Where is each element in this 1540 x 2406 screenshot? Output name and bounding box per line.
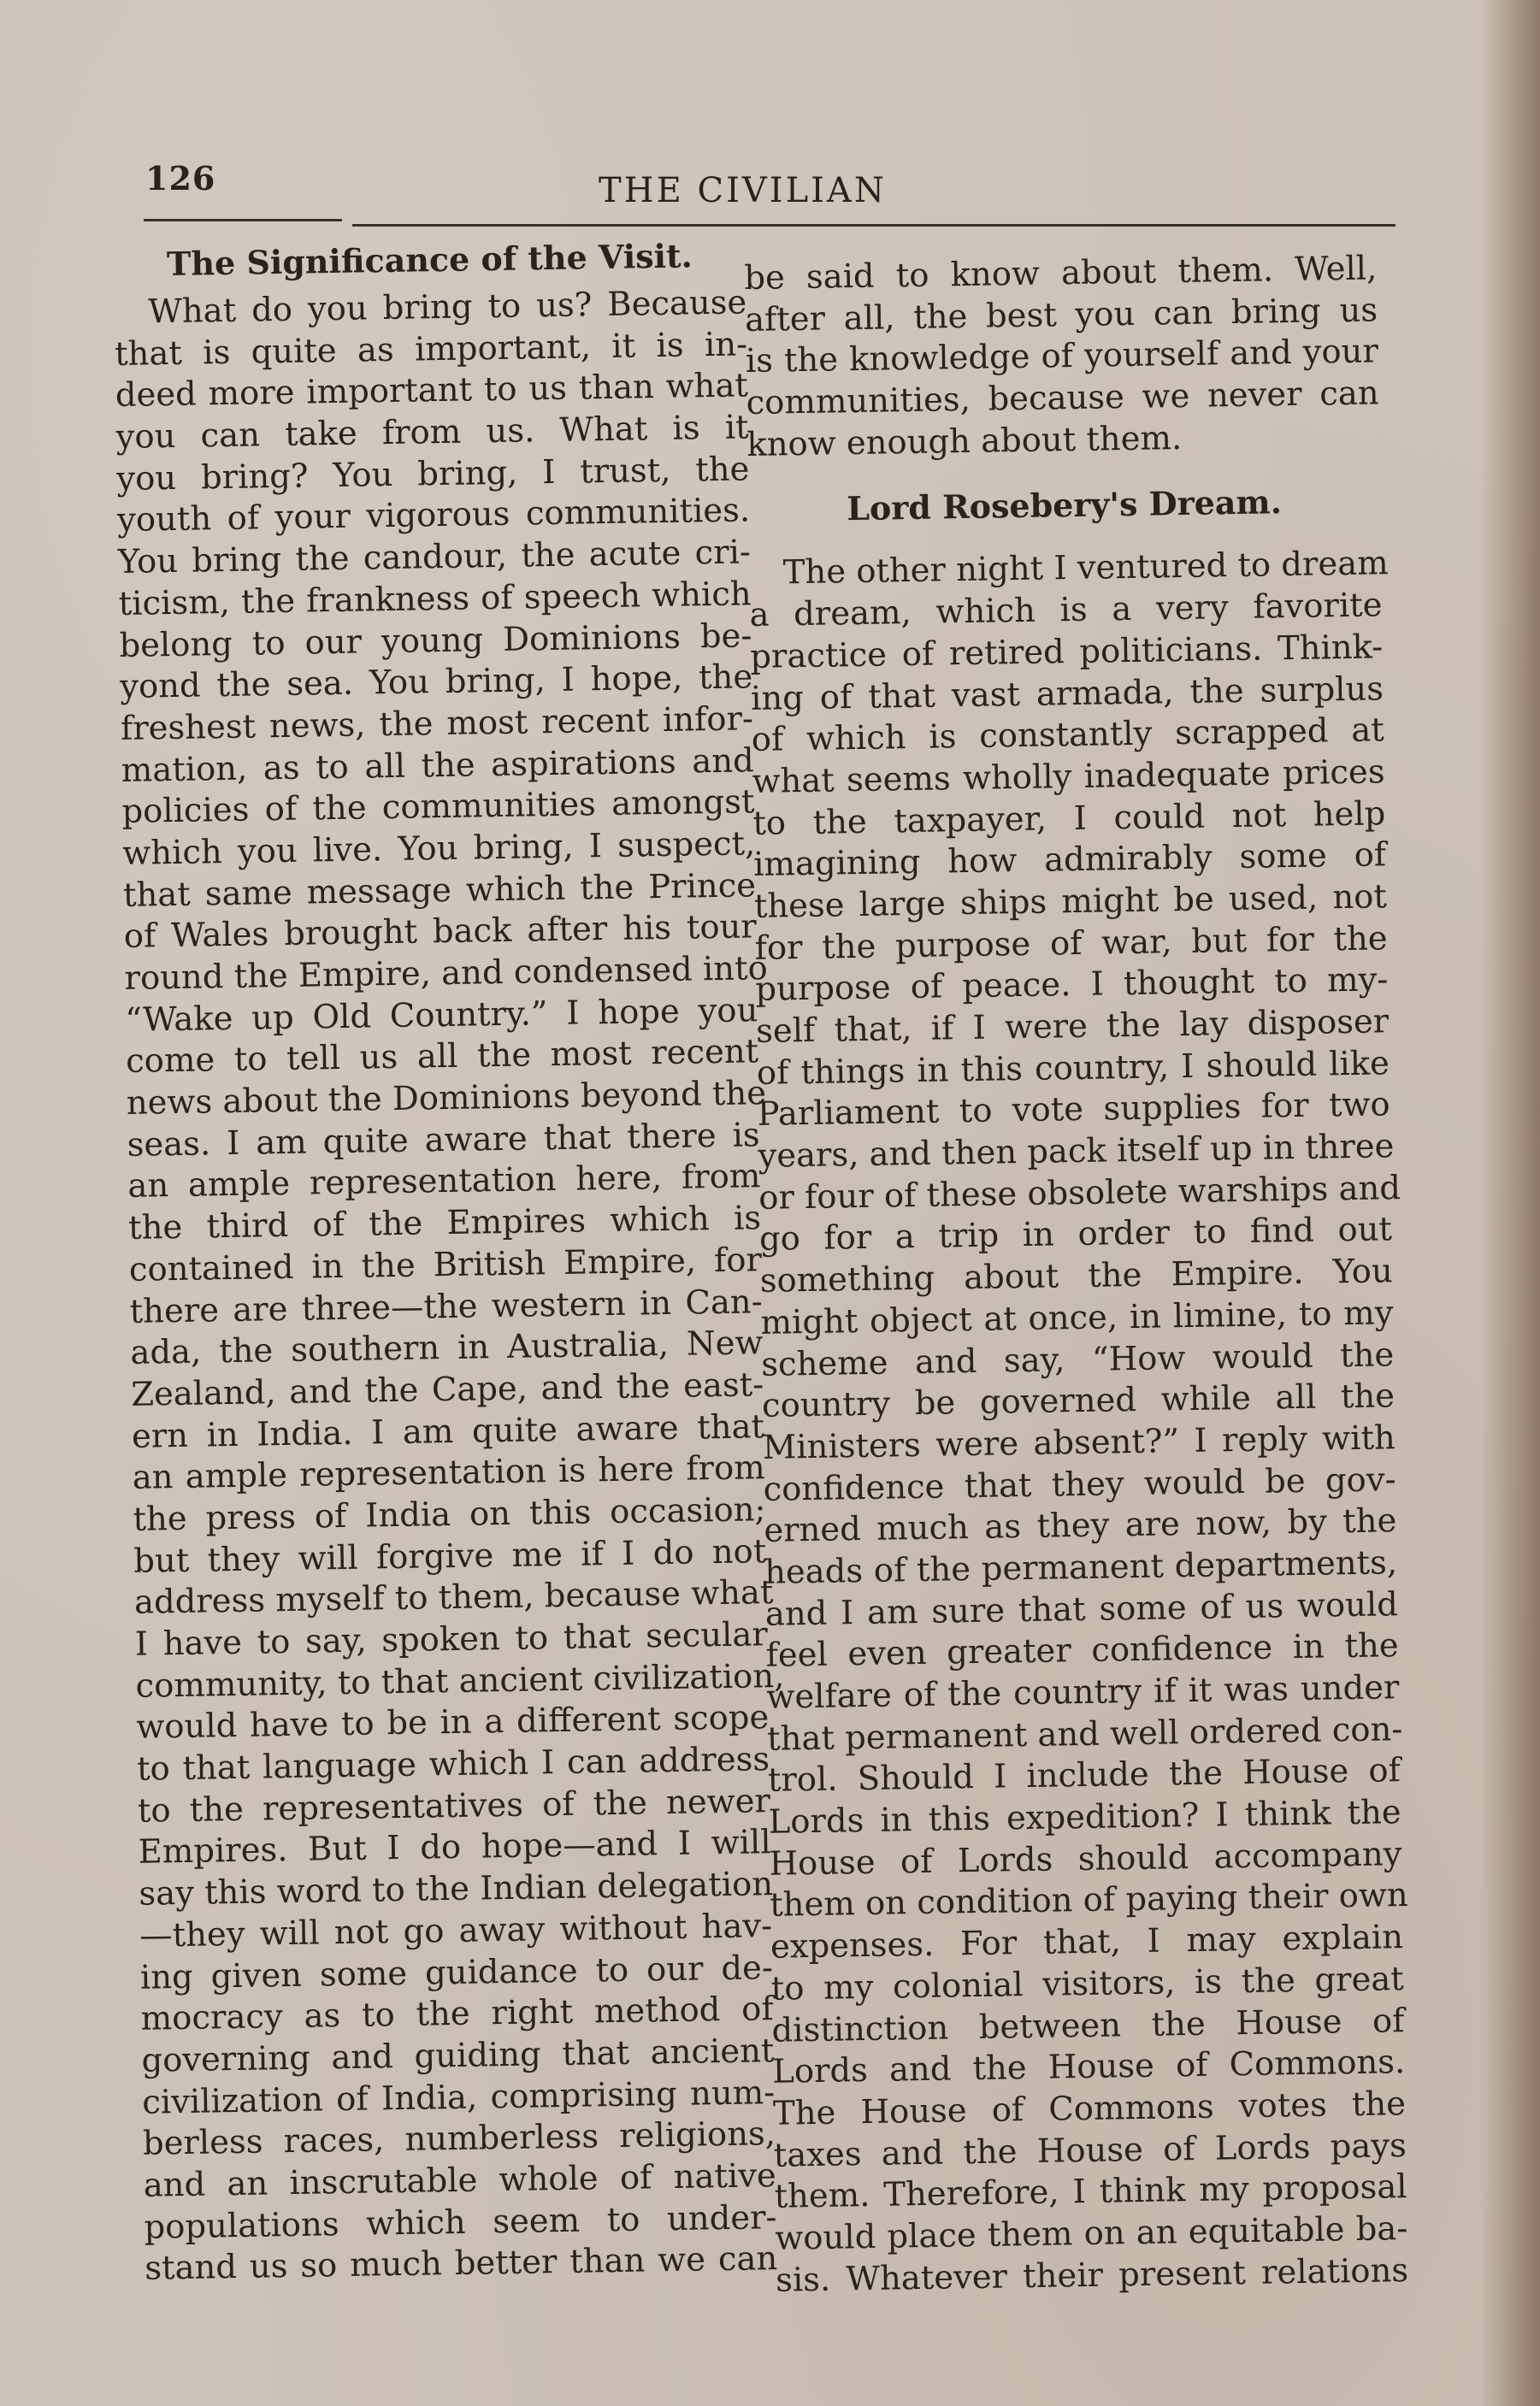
text-line: contained in the British Empire, for <box>128 1241 763 1289</box>
text-line: policies of the communities amongst <box>121 782 755 832</box>
section-heading-rosebery: Lord Rosebery's Dream. <box>846 482 1283 528</box>
text-line: or four of these obsolete warships and <box>758 1168 1401 1218</box>
text-line: practice of retired politicians. Think- <box>749 628 1384 676</box>
text-line: that permanent and well ordered con- <box>766 1709 1403 1759</box>
text-line: freshest news, the most recent infor- <box>120 699 754 748</box>
text-line: Empires. But I do hope—and I will <box>138 1823 771 1872</box>
text-line: say this word to the Indian delegation <box>139 1865 774 1914</box>
text-line: address myself to them, because what <box>133 1573 774 1623</box>
text-line: that is quite as important, it is in- <box>114 325 748 374</box>
text-line: of which is constantly scrapped at <box>751 711 1385 760</box>
text-line: I have to say, spoken to that secular <box>134 1615 769 1664</box>
text-line: distinction between the House of <box>771 2001 1405 2050</box>
text-line: would have to be in a different scope <box>136 1698 770 1748</box>
text-line: “Wake up Old Country.” I hope you <box>125 990 758 1040</box>
text-line: would place them on an equitable ba- <box>775 2209 1408 2258</box>
text-line: stand us so much better than we can <box>144 2239 778 2289</box>
text-line: taxes and the House of Lords pays <box>773 2126 1407 2175</box>
header-rule-right <box>352 224 1395 227</box>
text-line: these large ships might be used, not <box>753 877 1388 926</box>
text-line: scheme and say, “How would the <box>760 1335 1395 1384</box>
text-line: know enough about them. <box>746 418 1183 464</box>
left-column <box>113 227 785 2290</box>
text-line: what seems wholly inadequate prices <box>752 752 1385 801</box>
right-column-body <box>748 544 1408 2302</box>
text-line: Lords and the House of Commons. <box>771 2043 1406 2091</box>
text-line: ada, the southern in Australia, New <box>130 1324 764 1373</box>
text-line: the press of India on this occasion; <box>133 1490 766 1539</box>
right-column <box>744 248 1408 2302</box>
text-line: of Wales brought back after his tour <box>123 907 758 957</box>
text-line: you bring? You bring, I trust, the <box>116 450 750 498</box>
text-line: after all, the best you can bring us <box>744 291 1378 339</box>
text-line: for the purpose of war, but for the <box>754 918 1388 968</box>
text-line: trol. Should I include the House of <box>767 1751 1401 1801</box>
text-line: The other night I ventured to dream <box>782 544 1389 593</box>
text-line: youth of your vigorous communities. <box>116 491 751 540</box>
text-line: a dream, which is a very favorite <box>749 586 1383 635</box>
text-line: and I am sure that some of us would <box>764 1584 1399 1634</box>
text-line: might object at once, in limine, to my <box>760 1294 1394 1342</box>
text-line: mation, as to all the aspirations and <box>121 740 755 790</box>
text-line: seas. I am quite aware that there is <box>127 1115 760 1165</box>
text-line: self that, if I were the lay disposer <box>755 1002 1390 1051</box>
text-line: —they will not go away without hav- <box>139 1906 773 1955</box>
text-line: Zealand, and the Cape, and the east- <box>130 1365 764 1414</box>
text-line: Lords in this expedition? I think the <box>768 1793 1401 1842</box>
text-line: that same message which the Prince <box>122 865 757 915</box>
text-line: to that language which I can address <box>136 1740 770 1789</box>
text-line: which you live. You bring, I suspect, <box>121 824 756 873</box>
text-line: the third of the Empires which is <box>127 1199 762 1247</box>
text-line: to the taxpayer, I could not help <box>752 793 1386 843</box>
text-line: You bring the candour, the acute cri- <box>117 533 752 582</box>
text-line: mocracy as to the right method of <box>140 1990 774 2038</box>
text-line: heads of the permanent departments, <box>764 1543 1398 1592</box>
text-line: go for a trip in order to find out <box>758 1210 1393 1259</box>
header-rule-left <box>144 219 342 221</box>
text-line: news about the Dominions beyond the <box>126 1074 767 1123</box>
text-line: is the knowledge of yourself and your <box>745 332 1379 381</box>
text-line: but they will forgive me if I do not <box>133 1531 767 1581</box>
text-line: belong to our young Dominions be- <box>119 616 752 665</box>
text-line: sis. Whatever their present relations <box>775 2250 1409 2300</box>
page-number: 126 <box>145 159 216 198</box>
text-line: ticism, the frankness of speech which <box>118 575 752 623</box>
text-line: Parliament to vote supplies for two <box>757 1085 1390 1135</box>
text-line: berless races, numberless religions, <box>142 2114 776 2163</box>
text-line: yond the sea. You bring, I hope, the <box>119 658 753 707</box>
right-column-intro <box>744 248 1380 466</box>
text-line: imagining how admirably some of <box>752 835 1387 885</box>
text-line: them. Therefore, I think my proposal <box>774 2167 1407 2216</box>
text-line: expenses. For that, I may explain <box>770 1918 1404 1967</box>
text-line: civilization of India, comprising num- <box>141 2073 776 2122</box>
book-spine-shadow <box>1480 0 1540 2406</box>
text-line: there are three—the western in Can- <box>129 1282 763 1331</box>
text-line: governing and guiding that ancient <box>141 2031 775 2080</box>
text-line: welfare of the country if it was under <box>766 1668 1400 1717</box>
text-line: years, and then pack itself up in three <box>758 1127 1395 1176</box>
section-heading-significance: The Significance of the Visit. <box>166 236 693 284</box>
text-line: to my colonial visitors, is the great <box>770 1959 1405 2008</box>
text-line: round the Empire, and condensed into <box>124 949 769 998</box>
text-line: ern in India. I am quite aware that <box>131 1406 765 1456</box>
text-line: populations which seem to under- <box>144 2197 777 2247</box>
text-line: ing given some guidance to our de- <box>139 1948 774 1997</box>
text-line: an ample representation here, from <box>127 1157 761 1206</box>
text-line: erned much as they are now, by the <box>764 1501 1397 1551</box>
text-line: purpose of peace. I thought to my- <box>755 960 1389 1010</box>
text-line: an ample representation is here from <box>132 1448 766 1498</box>
text-line: deed more important to us than what <box>115 366 749 416</box>
text-line: House of Lords should accompany <box>769 1834 1402 1884</box>
text-line: to the representatives of the newer <box>137 1781 771 1831</box>
text-line: of things in this country, I should like <box>756 1043 1390 1093</box>
text-line: The House of Commons votes the <box>772 2084 1407 2133</box>
text-line: something about the Empire. You <box>759 1252 1394 1300</box>
text-line: and an inscrutable whole of native <box>143 2156 777 2205</box>
running-title: THE CIVILIAN <box>599 171 887 210</box>
text-line: communities, because we never can <box>746 374 1379 423</box>
text-line: Ministers were absent?” I reply with <box>762 1418 1396 1467</box>
text-line: feel even greater confidence in the <box>765 1626 1399 1676</box>
text-line: be said to know about them. Well, <box>744 249 1378 298</box>
text-line: come to tell us all the most recent <box>125 1032 759 1082</box>
text-line: country be governed while all the <box>761 1377 1395 1426</box>
text-line: community, to that ancient civilization, <box>135 1656 785 1706</box>
text-line: ing of that vast armada, the surplus <box>750 669 1384 718</box>
text-line: you can take from us. What is it <box>115 408 749 457</box>
text-line: confidence that they would be gov- <box>763 1460 1396 1509</box>
text-line: them on condition of paying their own <box>769 1876 1408 1925</box>
text-line: What do you bring to us? Because <box>148 283 747 332</box>
